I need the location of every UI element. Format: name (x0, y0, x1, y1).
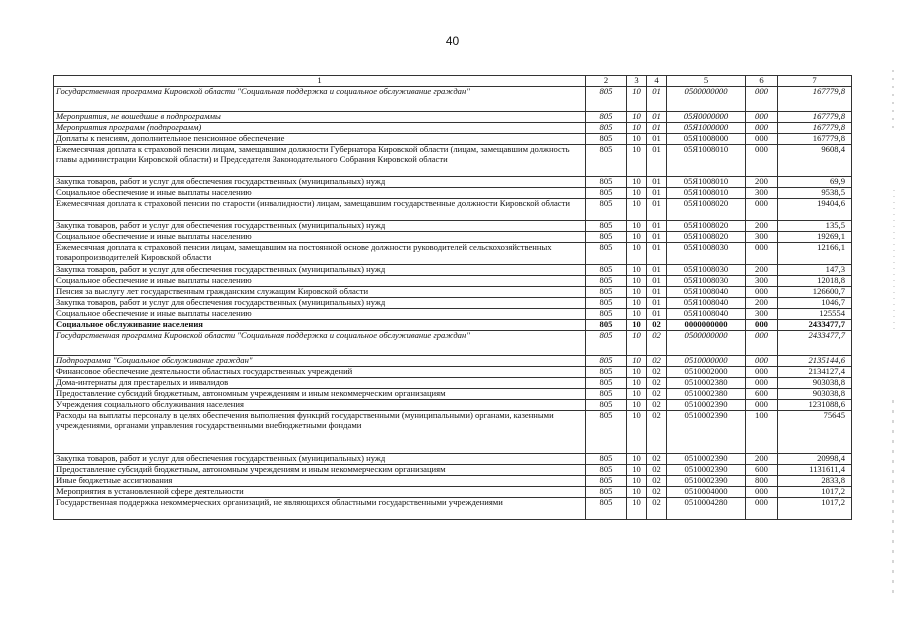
cell-sum: 2135144,6 (778, 356, 852, 367)
cell-vr: 000 (746, 243, 778, 265)
cell-vr: 300 (746, 188, 778, 199)
cell-rz: 10 (627, 276, 647, 287)
cell-ved: 805 (586, 309, 627, 320)
table-row (54, 243, 852, 265)
table-row (54, 454, 852, 465)
cell-rz: 10 (627, 87, 647, 112)
table-row (54, 232, 852, 243)
cell-vr: 200 (746, 177, 778, 188)
cell-name: Социальное обслуживание населения (54, 320, 586, 331)
cell-pr: 01 (647, 134, 667, 145)
table-row (54, 356, 852, 367)
table-row (54, 389, 852, 400)
cell-vr: 200 (746, 298, 778, 309)
cell-rz: 10 (627, 356, 647, 367)
cell-csr: 05Я1008020 (667, 232, 746, 243)
cell-vr: 000 (746, 487, 778, 498)
cell-csr: 05Я1008010 (667, 145, 746, 177)
cell-ved: 805 (586, 265, 627, 276)
cell-rz: 10 (627, 232, 647, 243)
cell-ved: 805 (586, 145, 627, 177)
table-row (54, 177, 852, 188)
cell-vr: 000 (746, 134, 778, 145)
cell-ved: 805 (586, 221, 627, 232)
cell-ved: 805 (586, 356, 627, 367)
cell-ved: 805 (586, 476, 627, 487)
cell-sum: 9538,5 (778, 188, 852, 199)
cell-vr: 000 (746, 331, 778, 356)
cell-ved: 805 (586, 199, 627, 221)
cell-name: Пенсия за выслугу лет государственным гражданским служащим Кировской области (54, 287, 586, 298)
cell-csr: 05Я0000000 (667, 112, 746, 123)
cell-sum: 2134127,4 (778, 367, 852, 378)
cell-pr: 01 (647, 188, 667, 199)
cell-ved: 805 (586, 465, 627, 476)
cell-csr: 05Я1008030 (667, 243, 746, 265)
cell-pr: 01 (647, 123, 667, 134)
cell-name: Социальное обеспечение и иные выплаты населению (54, 188, 586, 199)
cell-pr: 02 (647, 400, 667, 411)
table-row (54, 145, 852, 177)
table-row (54, 87, 852, 112)
cell-vr: 000 (746, 112, 778, 123)
cell-csr: 05Я1008040 (667, 287, 746, 298)
cell-csr: 05Я1008040 (667, 298, 746, 309)
cell-vr: 100 (746, 411, 778, 454)
cell-csr: 0500000000 (667, 87, 746, 112)
cell-name: Мероприятия, не вошедшие в подпрограммы (54, 112, 586, 123)
cell-sum: 69,9 (778, 177, 852, 188)
cell-csr: 05Я1008020 (667, 221, 746, 232)
cell-rz: 10 (627, 389, 647, 400)
cell-ved: 805 (586, 411, 627, 454)
cell-pr: 01 (647, 177, 667, 188)
cell-ved: 805 (586, 320, 627, 331)
column-header: 7 (778, 76, 852, 87)
cell-csr: 05Я1008040 (667, 309, 746, 320)
table-row (54, 320, 852, 331)
table-row (54, 188, 852, 199)
cell-vr: 200 (746, 221, 778, 232)
cell-pr: 02 (647, 356, 667, 367)
cell-sum: 2433477,7 (778, 320, 852, 331)
cell-name: Государственная программа Кировской области "Социальная поддержка и социальное обслуживание граждан" (54, 87, 586, 112)
cell-csr: 05Я1008030 (667, 265, 746, 276)
cell-name: Государственная поддержка некоммерческих организаций, не являющихся областными государственными учреждениями (54, 498, 586, 520)
cell-sum: 75645 (778, 411, 852, 454)
cell-csr: 0000000000 (667, 320, 746, 331)
column-header: 1 (54, 76, 586, 87)
cell-rz: 10 (627, 145, 647, 177)
table-header-row (54, 76, 852, 87)
cell-csr: 0510002000 (667, 367, 746, 378)
cell-name: Подпрограмма "Социальное обслуживание граждан" (54, 356, 586, 367)
cell-rz: 10 (627, 199, 647, 221)
cell-csr: 0510002390 (667, 411, 746, 454)
cell-csr: 0510002390 (667, 476, 746, 487)
cell-sum: 9608,4 (778, 145, 852, 177)
cell-pr: 01 (647, 232, 667, 243)
scan-edge-marks (889, 70, 897, 610)
cell-pr: 01 (647, 112, 667, 123)
cell-vr: 600 (746, 465, 778, 476)
column-header: 3 (627, 76, 647, 87)
cell-vr: 000 (746, 498, 778, 520)
table-row (54, 309, 852, 320)
cell-ved: 805 (586, 367, 627, 378)
cell-name: Закупка товаров, работ и услуг для обеспечения государственных (муниципальных) нужд (54, 454, 586, 465)
cell-name: Расходы на выплаты персоналу в целях обеспечения выполнения функций государственными (муниципальными) органами, казенными учреждениями, органами управления государственными внебюджетными фондами (54, 411, 586, 454)
cell-csr: 0510004280 (667, 498, 746, 520)
cell-vr: 200 (746, 454, 778, 465)
cell-sum: 19269,1 (778, 232, 852, 243)
cell-pr: 02 (647, 465, 667, 476)
column-header: 2 (586, 76, 627, 87)
cell-csr: 05Я1008000 (667, 134, 746, 145)
cell-name: Иные бюджетные ассигнования (54, 476, 586, 487)
cell-pr: 02 (647, 476, 667, 487)
cell-vr: 300 (746, 232, 778, 243)
cell-ved: 805 (586, 487, 627, 498)
cell-ved: 805 (586, 134, 627, 145)
cell-pr: 01 (647, 309, 667, 320)
cell-pr: 02 (647, 487, 667, 498)
cell-sum: 903038,8 (778, 378, 852, 389)
table-row (54, 276, 852, 287)
cell-csr: 05Я1000000 (667, 123, 746, 134)
table-row (54, 265, 852, 276)
cell-rz: 10 (627, 411, 647, 454)
cell-vr: 000 (746, 356, 778, 367)
cell-sum: 167779,8 (778, 112, 852, 123)
cell-pr: 01 (647, 221, 667, 232)
cell-sum: 167779,8 (778, 87, 852, 112)
table-row (54, 123, 852, 134)
cell-rz: 10 (627, 221, 647, 232)
cell-csr: 0510002390 (667, 400, 746, 411)
cell-name: Социальное обеспечение и иные выплаты населению (54, 232, 586, 243)
cell-csr: 0510000000 (667, 356, 746, 367)
cell-pr: 02 (647, 320, 667, 331)
table-row (54, 134, 852, 145)
cell-ved: 805 (586, 298, 627, 309)
cell-pr: 01 (647, 276, 667, 287)
cell-name: Закупка товаров, работ и услуг для обеспечения государственных (муниципальных) нужд (54, 265, 586, 276)
cell-ved: 805 (586, 331, 627, 356)
table-row (54, 298, 852, 309)
cell-rz: 10 (627, 265, 647, 276)
cell-rz: 10 (627, 287, 647, 298)
table-row (54, 221, 852, 232)
cell-ved: 805 (586, 276, 627, 287)
cell-rz: 10 (627, 465, 647, 476)
cell-sum: 147,3 (778, 265, 852, 276)
cell-ved: 805 (586, 188, 627, 199)
cell-vr: 000 (746, 123, 778, 134)
cell-vr: 000 (746, 320, 778, 331)
cell-name: Закупка товаров, работ и услуг для обеспечения государственных (муниципальных) нужд (54, 298, 586, 309)
cell-vr: 000 (746, 378, 778, 389)
cell-name: Предоставление субсидий бюджетным, автономным учреждениям и иным некоммерческим организациям (54, 465, 586, 476)
cell-name: Финансовое обеспечение деятельности областных государственных учреждений (54, 367, 586, 378)
cell-csr: 0510002380 (667, 389, 746, 400)
cell-name: Мероприятия программ (подпрограмм) (54, 123, 586, 134)
cell-rz: 10 (627, 331, 647, 356)
cell-csr: 05Я1008030 (667, 276, 746, 287)
cell-name: Социальное обеспечение и иные выплаты населению (54, 276, 586, 287)
cell-rz: 10 (627, 498, 647, 520)
cell-sum: 125554 (778, 309, 852, 320)
cell-csr: 05Я1008010 (667, 188, 746, 199)
table-row (54, 400, 852, 411)
cell-vr: 000 (746, 400, 778, 411)
cell-pr: 02 (647, 498, 667, 520)
cell-ved: 805 (586, 378, 627, 389)
cell-sum: 1046,7 (778, 298, 852, 309)
cell-rz: 10 (627, 112, 647, 123)
cell-rz: 10 (627, 367, 647, 378)
cell-ved: 805 (586, 112, 627, 123)
table-row (54, 112, 852, 123)
cell-name: Предоставление субсидий бюджетным, автономным учреждениям и иным некоммерческим организациям (54, 389, 586, 400)
cell-rz: 10 (627, 320, 647, 331)
cell-name: Ежемесячная доплата к страховой пенсии лицам, замещавшим на постоянной основе должности руководителей сельскохозяйственных товаропроизводителей Кировской области (54, 243, 586, 265)
cell-sum: 12166,1 (778, 243, 852, 265)
cell-ved: 805 (586, 454, 627, 465)
cell-pr: 02 (647, 454, 667, 465)
cell-ved: 805 (586, 243, 627, 265)
cell-name: Мероприятия в установленной сфере деятельности (54, 487, 586, 498)
cell-sum: 12018,8 (778, 276, 852, 287)
table-row (54, 378, 852, 389)
table-row (54, 199, 852, 221)
cell-sum: 135,5 (778, 221, 852, 232)
cell-pr: 02 (647, 378, 667, 389)
cell-vr: 600 (746, 389, 778, 400)
cell-rz: 10 (627, 476, 647, 487)
cell-vr: 300 (746, 309, 778, 320)
cell-pr: 01 (647, 87, 667, 112)
table-row (54, 465, 852, 476)
cell-rz: 10 (627, 378, 647, 389)
cell-pr: 01 (647, 199, 667, 221)
cell-vr: 000 (746, 145, 778, 177)
cell-rz: 10 (627, 487, 647, 498)
cell-vr: 000 (746, 87, 778, 112)
cell-csr: 0510002390 (667, 454, 746, 465)
cell-csr: 0510002390 (667, 465, 746, 476)
cell-rz: 10 (627, 123, 647, 134)
cell-sum: 1231088,6 (778, 400, 852, 411)
table-row (54, 498, 852, 520)
cell-csr: 0510004000 (667, 487, 746, 498)
cell-pr: 01 (647, 265, 667, 276)
cell-sum: 167779,8 (778, 123, 852, 134)
cell-csr: 0510002380 (667, 378, 746, 389)
cell-vr: 300 (746, 276, 778, 287)
cell-vr: 200 (746, 265, 778, 276)
cell-name: Государственная программа Кировской области "Социальная поддержка и социальное обслуживание граждан" (54, 331, 586, 356)
table-row (54, 411, 852, 454)
cell-sum: 1131611,4 (778, 465, 852, 476)
cell-pr: 01 (647, 298, 667, 309)
cell-sum: 2833,8 (778, 476, 852, 487)
cell-sum: 126600,7 (778, 287, 852, 298)
cell-ved: 805 (586, 123, 627, 134)
cell-vr: 000 (746, 199, 778, 221)
cell-ved: 805 (586, 287, 627, 298)
cell-ved: 805 (586, 87, 627, 112)
cell-pr: 02 (647, 367, 667, 378)
cell-rz: 10 (627, 309, 647, 320)
cell-name: Закупка товаров, работ и услуг для обеспечения государственных (муниципальных) нужд (54, 221, 586, 232)
table-row (54, 487, 852, 498)
cell-pr: 01 (647, 243, 667, 265)
cell-csr: 05Я1008020 (667, 199, 746, 221)
cell-rz: 10 (627, 177, 647, 188)
cell-sum: 1017,2 (778, 487, 852, 498)
cell-sum: 20998,4 (778, 454, 852, 465)
cell-pr: 01 (647, 287, 667, 298)
table-row (54, 367, 852, 378)
table-row (54, 331, 852, 356)
budget-table (53, 75, 852, 520)
cell-csr: 0500000000 (667, 331, 746, 356)
cell-pr: 02 (647, 389, 667, 400)
cell-sum: 1017,2 (778, 498, 852, 520)
cell-rz: 10 (627, 298, 647, 309)
cell-sum: 903038,8 (778, 389, 852, 400)
cell-vr: 000 (746, 287, 778, 298)
column-header: 6 (746, 76, 778, 87)
cell-rz: 10 (627, 454, 647, 465)
cell-rz: 10 (627, 134, 647, 145)
column-header: 4 (647, 76, 667, 87)
cell-name: Социальное обеспечение и иные выплаты населению (54, 309, 586, 320)
cell-csr: 05Я1008010 (667, 177, 746, 188)
table-row (54, 476, 852, 487)
cell-rz: 10 (627, 400, 647, 411)
cell-name: Ежемесячная доплата к страховой пенсии лицам, замещавшим должности Губернатора Кировской области (лицам, замещавшим должность главы администрации Кировской области) и Председателя Законодательного Собрания Кировской области (54, 145, 586, 177)
table-row (54, 287, 852, 298)
cell-ved: 805 (586, 389, 627, 400)
column-header: 5 (667, 76, 746, 87)
page-number: 40 (445, 34, 460, 48)
cell-vr: 000 (746, 367, 778, 378)
cell-name: Учреждения социального обслуживания населения (54, 400, 586, 411)
cell-pr: 02 (647, 411, 667, 454)
cell-sum: 2433477,7 (778, 331, 852, 356)
cell-pr: 01 (647, 145, 667, 177)
cell-name: Ежемесячная доплата к страховой пенсии по старости (инвалидности) лицам, замещавшим государственные должности Кировской области (54, 199, 586, 221)
cell-vr: 800 (746, 476, 778, 487)
cell-ved: 805 (586, 400, 627, 411)
cell-rz: 10 (627, 243, 647, 265)
cell-ved: 805 (586, 232, 627, 243)
cell-name: Доплаты к пенсиям, дополнительное пенсионное обеспечение (54, 134, 586, 145)
cell-pr: 02 (647, 331, 667, 356)
cell-rz: 10 (627, 188, 647, 199)
cell-ved: 805 (586, 177, 627, 188)
cell-name: Дома-интернаты для престарелых и инвалидов (54, 378, 586, 389)
cell-name: Закупка товаров, работ и услуг для обеспечения государственных (муниципальных) нужд (54, 177, 586, 188)
cell-sum: 167779,8 (778, 134, 852, 145)
cell-sum: 19404,6 (778, 199, 852, 221)
cell-ved: 805 (586, 498, 627, 520)
